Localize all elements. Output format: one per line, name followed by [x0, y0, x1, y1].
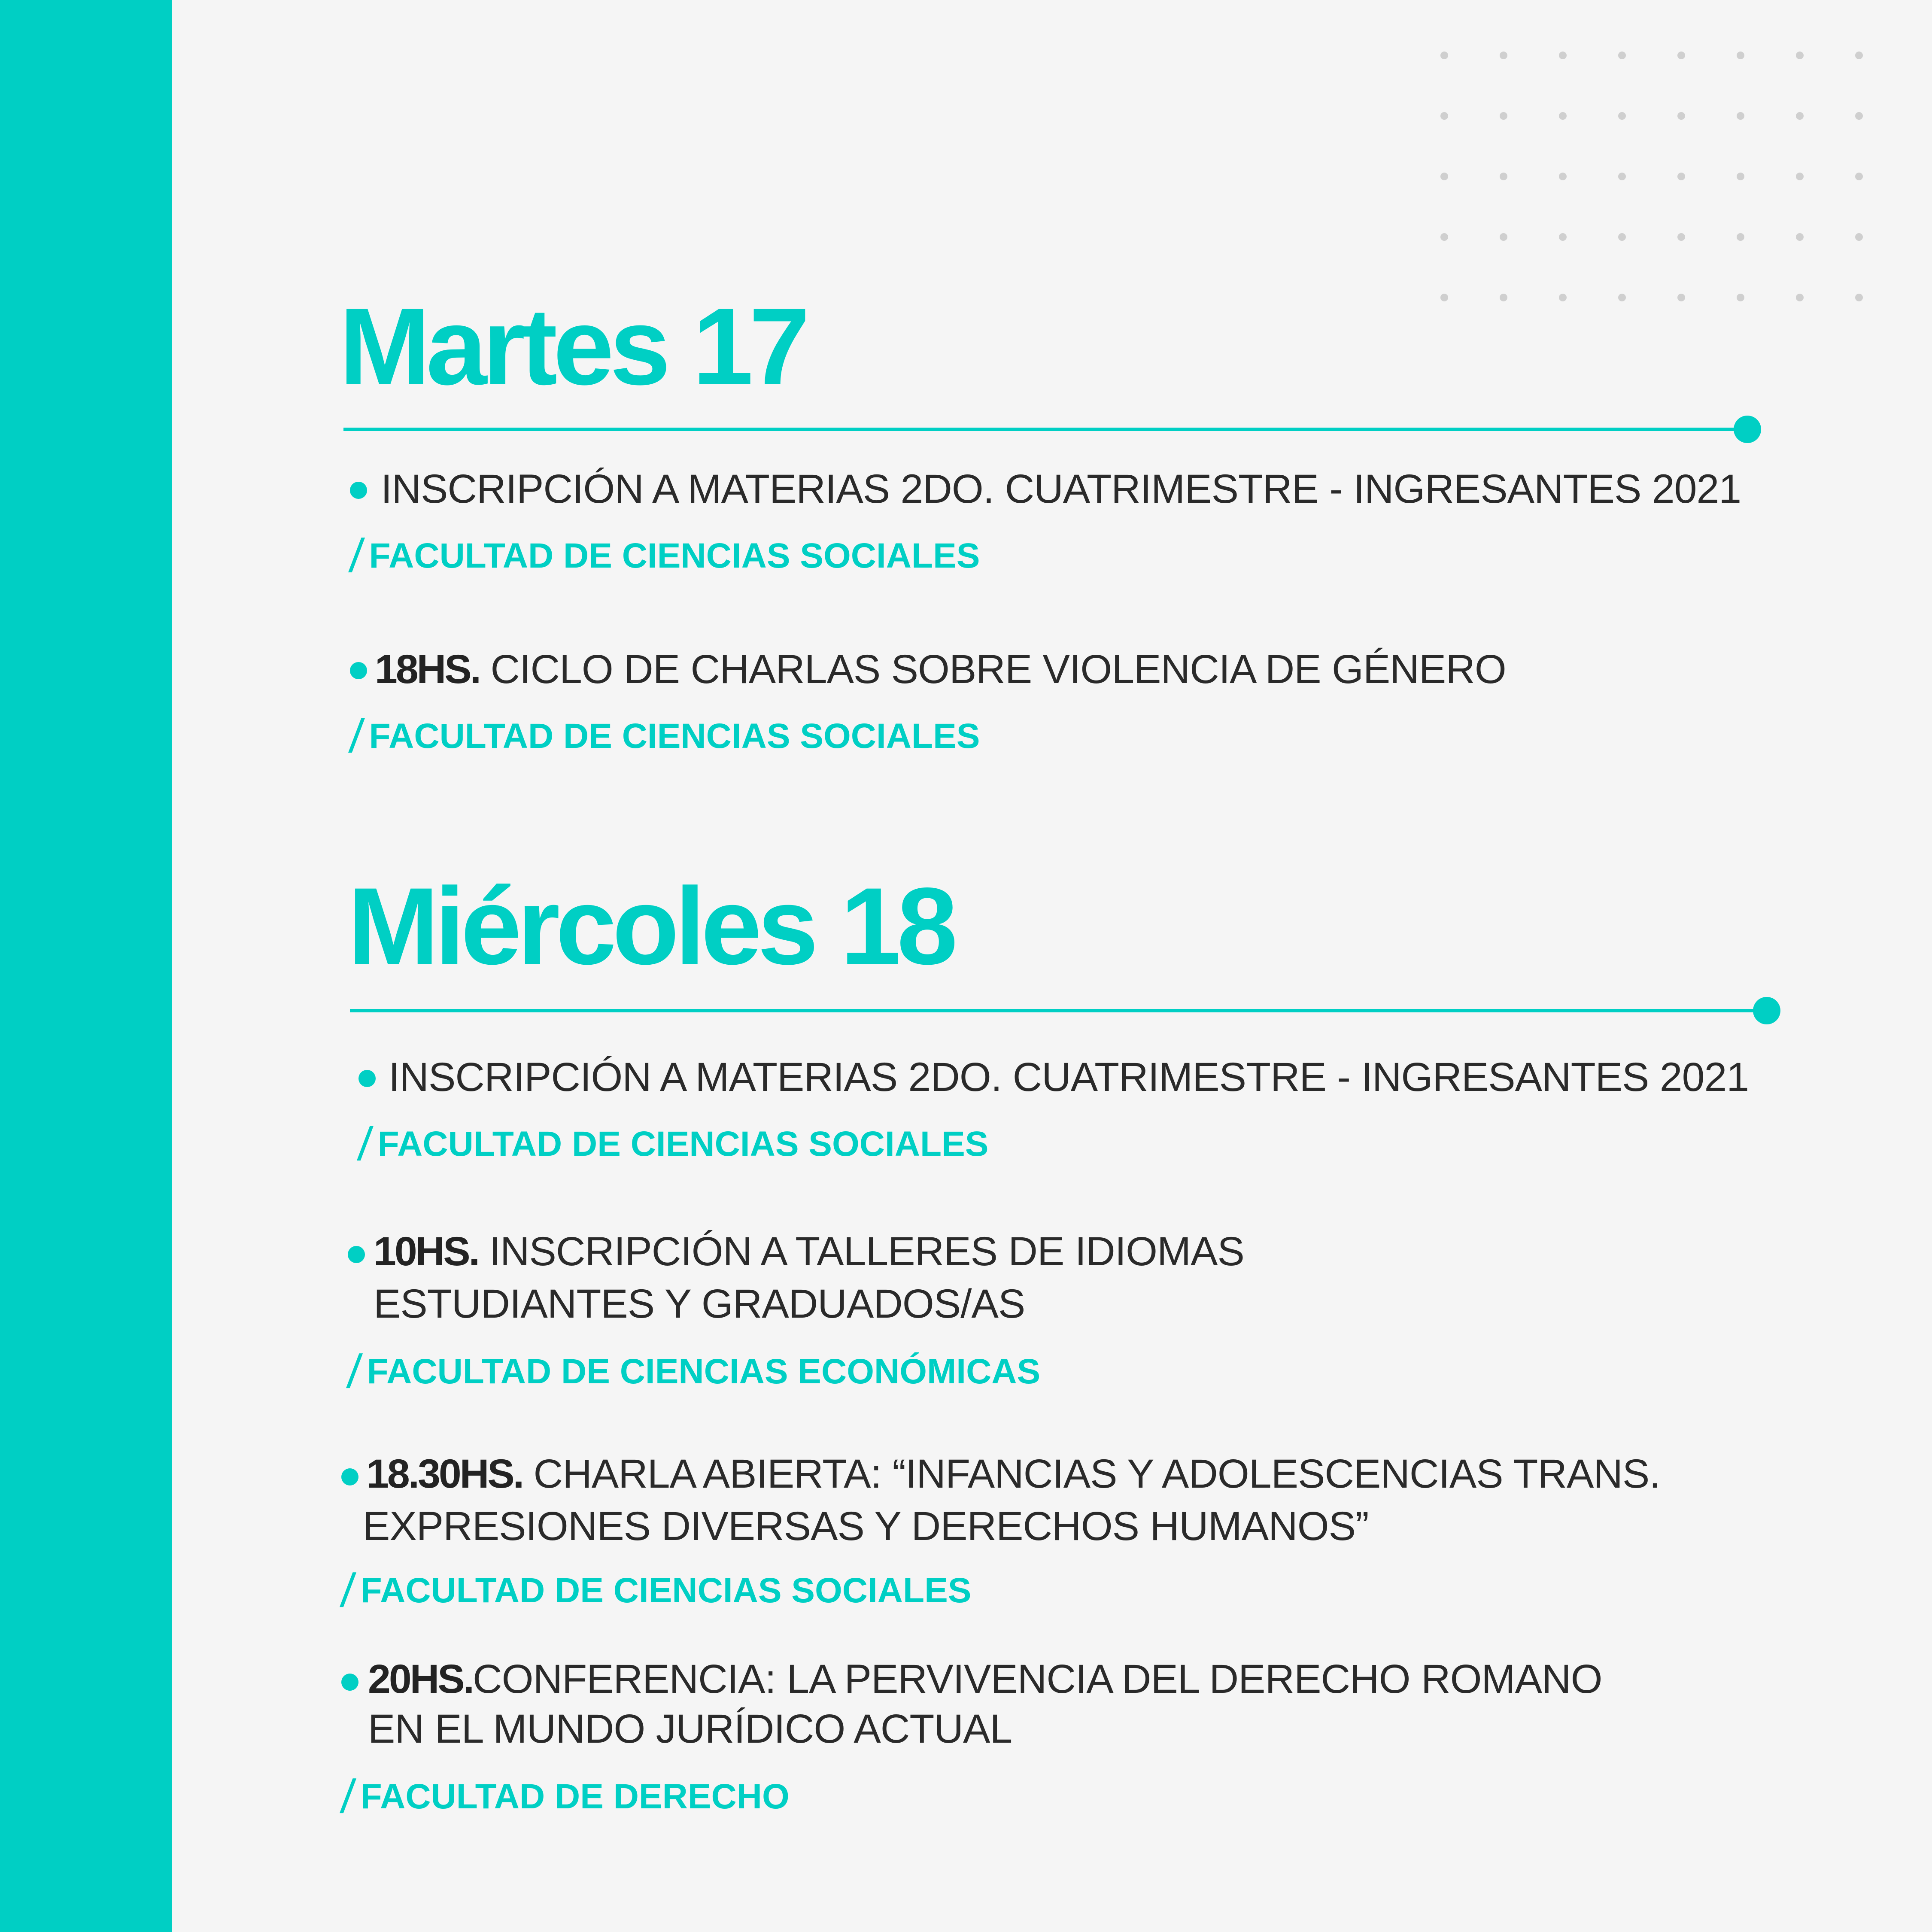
event-time: 18HS.	[375, 647, 480, 692]
decorative-dot-grid	[1440, 52, 1878, 309]
bullet-icon	[350, 482, 367, 499]
grid-dot	[1737, 112, 1744, 120]
event-organizer: /FACULTAD DE CIENCIAS SOCIALES	[347, 529, 980, 582]
grid-dot	[1440, 112, 1448, 120]
grid-dot	[1737, 173, 1744, 180]
accent-sidebar	[0, 0, 172, 1932]
grid-dot	[1677, 112, 1685, 120]
grid-dot	[1855, 294, 1863, 301]
grid-dot	[1618, 173, 1626, 180]
bullet-icon	[350, 662, 367, 679]
grid-dot	[1796, 112, 1804, 120]
day-title-martes: Martes 17	[339, 286, 806, 408]
event-description: INSCRIPCIÓN A MATERIAS 2DO. CUATRIMESTRE - INGRESANTES 2021	[389, 1054, 1749, 1100]
event-organizer: /FACULTAD DE CIENCIAS ECONÓMICAS	[345, 1345, 1041, 1398]
event-organizer: /FACULTAD DE CIENCIAS SOCIALES	[355, 1118, 989, 1170]
grid-dot	[1796, 52, 1804, 59]
grid-dot	[1855, 112, 1863, 120]
grid-dot	[1855, 52, 1863, 59]
event-time: 20HS.	[368, 1656, 473, 1702]
grid-dot	[1440, 233, 1448, 241]
grid-dot	[1500, 233, 1507, 241]
day-title-miercoles: Miércoles 18	[348, 865, 954, 987]
event-description-line2: EXPRESIONES DIVERSAS Y DERECHOS HUMANOS”	[363, 1504, 1369, 1549]
event-description: 20HS.CONFERENCIA: LA PERVIVENCIA DEL DERECHO ROMANO	[368, 1656, 1602, 1702]
grid-dot	[1440, 52, 1448, 59]
event-organizer: /FACULTAD DE DERECHO	[338, 1770, 790, 1823]
grid-dot	[1500, 112, 1507, 120]
grid-dot	[1618, 112, 1626, 120]
grid-dot	[1737, 52, 1744, 59]
event-organizer: /FACULTAD DE CIENCIAS SOCIALES	[338, 1564, 972, 1617]
grid-dot	[1677, 233, 1685, 241]
grid-dot	[1559, 173, 1567, 180]
grid-dot	[1559, 52, 1567, 59]
grid-dot	[1618, 52, 1626, 59]
grid-dot	[1559, 112, 1567, 120]
bullet-icon	[341, 1468, 358, 1485]
grid-dot	[1440, 173, 1448, 180]
event-description: 18.30HS. CHARLA ABIERTA: “INFANCIAS Y ADOLESCENCIAS TRANS.	[366, 1451, 1660, 1497]
grid-dot	[1618, 294, 1626, 301]
grid-dot	[1618, 233, 1626, 241]
grid-dot	[1677, 294, 1685, 301]
day-divider-miercoles	[350, 1009, 1767, 1012]
grid-dot	[1500, 294, 1507, 301]
grid-dot	[1559, 294, 1567, 301]
grid-dot	[1796, 294, 1804, 301]
event-description-line2: EN EL MUNDO JURÍDICO ACTUAL	[368, 1706, 1012, 1752]
grid-dot	[1737, 294, 1744, 301]
grid-dot	[1440, 294, 1448, 301]
grid-dot	[1855, 233, 1863, 241]
grid-dot	[1500, 173, 1507, 180]
event-time: 18.30HS.	[366, 1451, 523, 1497]
grid-dot	[1796, 173, 1804, 180]
grid-dot	[1559, 233, 1567, 241]
event-description: INSCRIPCIÓN A MATERIAS 2DO. CUATRIMESTRE - INGRESANTES 2021	[381, 466, 1741, 512]
event-time: 10HS.	[374, 1229, 479, 1274]
event-description-line2: ESTUDIANTES Y GRADUADOS/AS	[374, 1281, 1025, 1327]
bullet-icon	[358, 1070, 376, 1087]
grid-dot	[1677, 173, 1685, 180]
event-organizer: /FACULTAD DE CIENCIAS SOCIALES	[347, 710, 980, 762]
grid-dot	[1500, 52, 1507, 59]
event-description: 18HS. CICLO DE CHARLAS SOBRE VIOLENCIA DE GÉNERO	[375, 647, 1506, 692]
grid-dot	[1796, 233, 1804, 241]
bullet-icon	[348, 1246, 365, 1263]
grid-dot	[1677, 52, 1685, 59]
grid-dot	[1737, 233, 1744, 241]
day-divider-martes	[343, 428, 1747, 431]
bullet-icon	[341, 1674, 358, 1691]
event-description: 10HS. INSCRIPCIÓN A TALLERES DE IDIOMAS	[374, 1229, 1244, 1274]
grid-dot	[1855, 173, 1863, 180]
